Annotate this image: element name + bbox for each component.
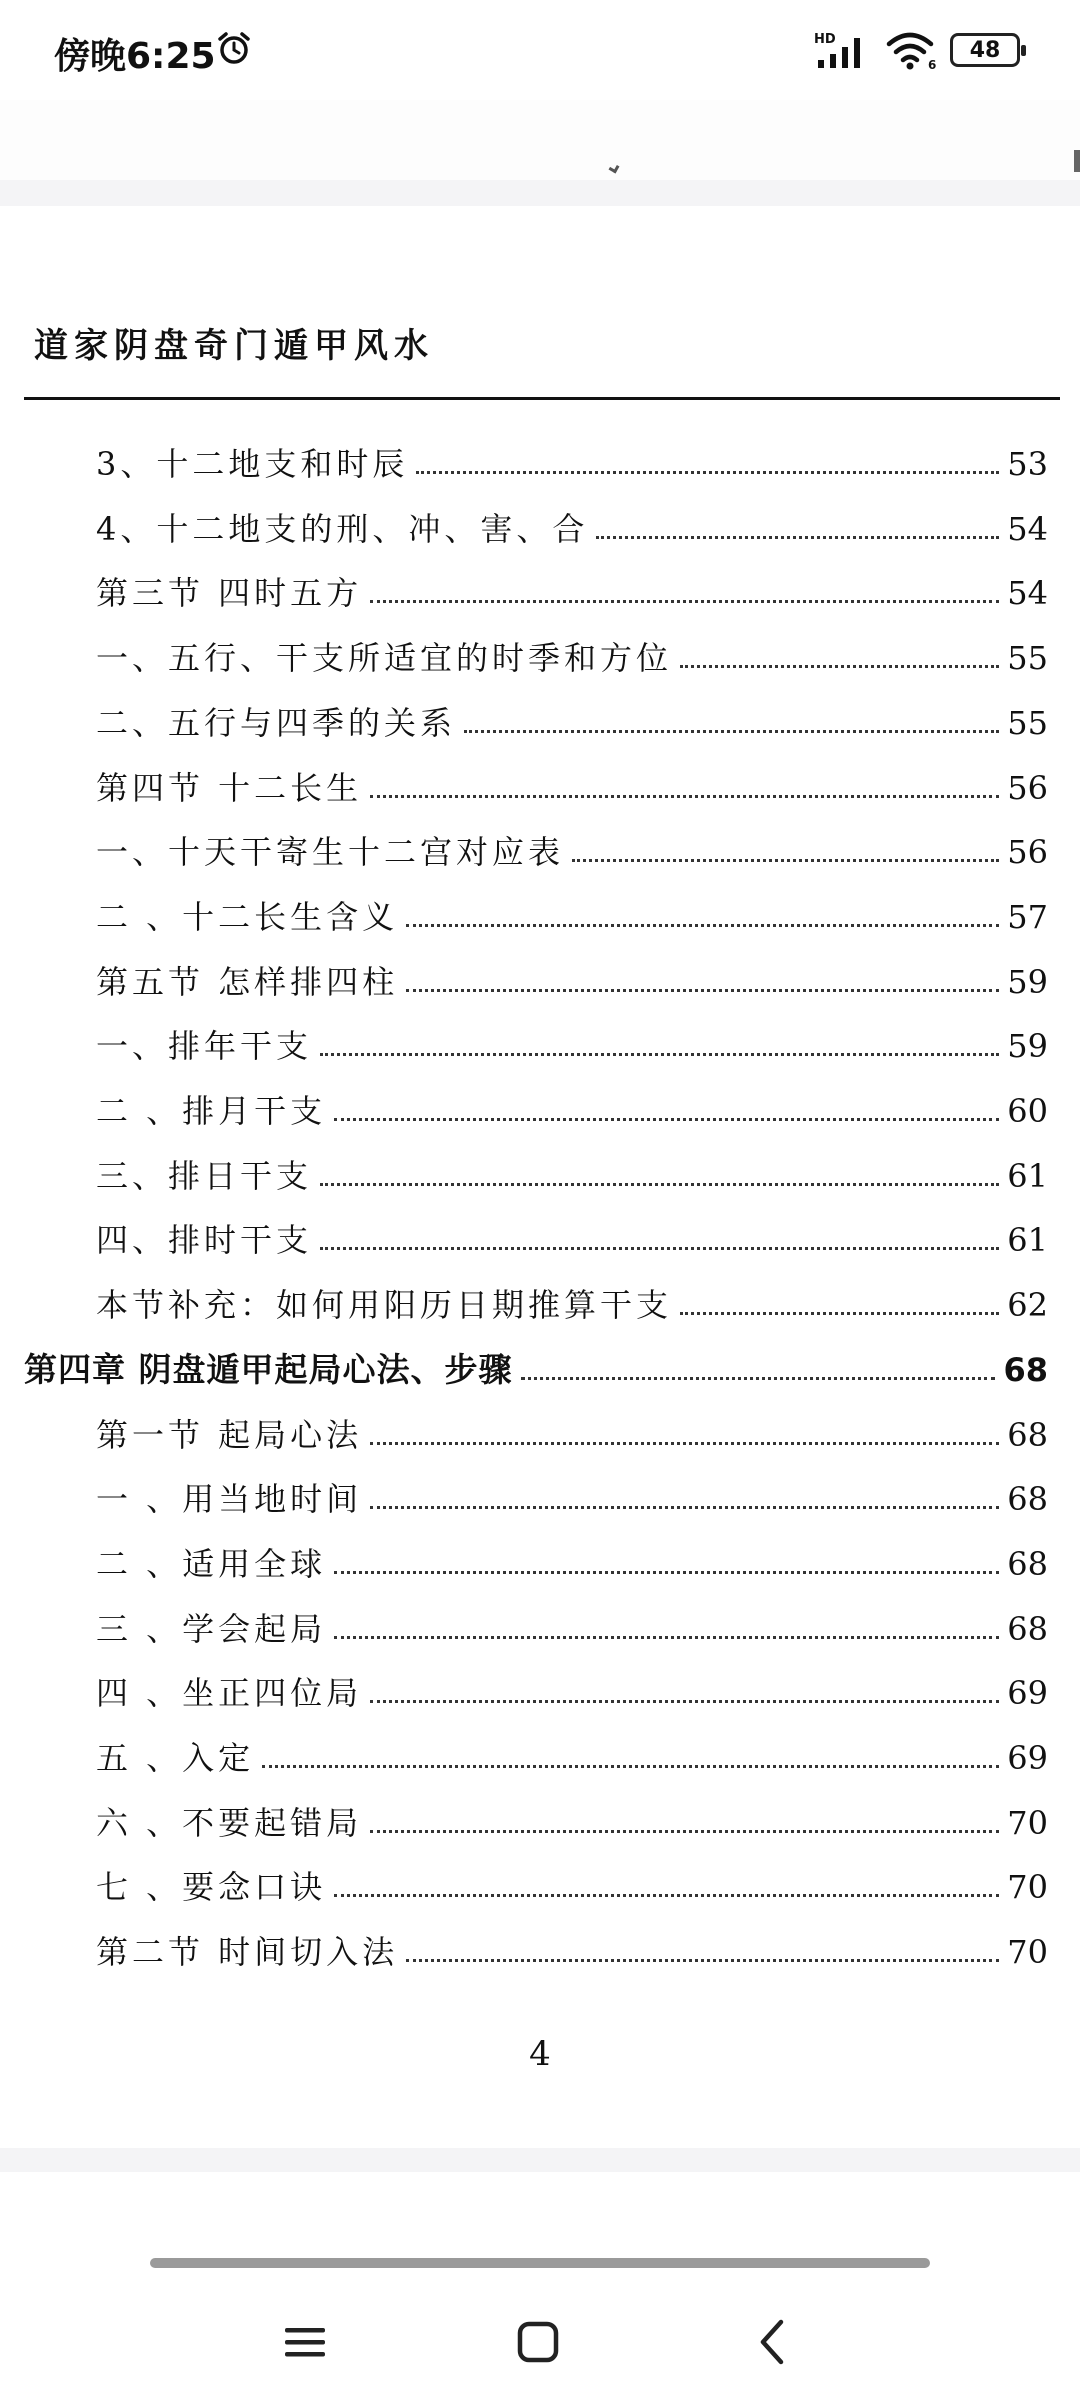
battery-icon [950,33,1020,67]
toc-entry[interactable] [96,756,1048,808]
toc-dot-leader [334,1117,999,1121]
menu-icon [283,2322,327,2362]
toc-entry-title: 七 、要念口诀 [96,1868,327,1906]
svg-text:6: 6 [928,58,936,70]
previous-page-fragment [609,163,620,174]
toc-entry[interactable] [96,1079,1048,1131]
page-number: 4 [529,2034,551,2074]
toc-entry-title: 三 、学会起局 [96,1610,327,1648]
toc-entry-title: 一、十天干寄生十二宫对应表 [96,833,565,871]
toc-entry-title: 二、五行与四季的关系 [96,704,457,742]
next-page-edge [0,2172,1080,2272]
toc-entry[interactable] [96,1661,1048,1713]
toc-chapter-entry[interactable] [24,1338,1048,1390]
toc-entry[interactable] [96,1014,1048,1066]
home-button[interactable] [488,2292,588,2392]
toc-entry-title: 本节补充：如何用阳历日期推算干支 [96,1286,673,1324]
toc-entry-title: 第四节 十二长生 [96,769,363,807]
toc-entry-title: 五 、入定 [96,1739,255,1777]
toc-entry-title: 二 、十二长生含义 [96,898,399,936]
toc-entry-title: 四 、坐正四位局 [96,1674,363,1712]
network-type-label: HD [814,32,836,47]
wifi-icon [886,30,936,70]
toc-entry-page: 59 [1007,963,1048,1001]
toc-entry[interactable] [96,1403,1048,1455]
toc-entry-title: 一、排年干支 [96,1027,313,1065]
toc-dot-leader [370,1829,999,1833]
toc-entry-title: 四、排时干支 [96,1221,313,1259]
toc-entry-page: 55 [1007,704,1048,742]
toc-entry-page: 60 [1007,1092,1048,1130]
toc-entry-title: 六 、不要起错局 [96,1804,363,1842]
toc-entry-title: 第四章 阴盘遁甲起局心法、步骤 [24,1350,513,1389]
toc-entry-title: 二 、适用全球 [96,1545,327,1583]
toc-entry[interactable] [96,497,1048,549]
toc-entry[interactable] [96,1144,1048,1196]
status-time: 傍晚6:25 [54,36,216,77]
toc-entry[interactable] [96,626,1048,678]
toc-entry[interactable] [96,432,1048,484]
toc-entry-page: 59 [1007,1027,1048,1065]
toc-dot-leader [320,1182,999,1186]
toc-entry-title: 4、十二地支的刑、冲、害、合 [96,510,589,548]
document-page [0,206,1080,2148]
toc-dot-leader [334,1570,999,1574]
toc-entry-page: 57 [1007,898,1048,936]
toc-dot-leader [370,794,999,798]
toc-entry-title: 3、十二地支和时辰 [96,445,409,483]
toc-dot-leader [334,1635,999,1639]
back-icon [753,2318,793,2366]
toc-entry[interactable] [96,1532,1048,1584]
toc-dot-leader [370,1505,999,1509]
toc-entry-page: 68 [1007,1610,1048,1648]
menu-button[interactable] [255,2292,355,2392]
toc-entry-page: 55 [1007,639,1048,677]
status-bar [0,0,1080,100]
toc-entry[interactable] [96,820,1048,872]
toc-dot-leader [596,535,999,539]
battery-level: 48 [969,37,1001,63]
toc-entry[interactable] [96,1920,1048,1972]
toc-dot-leader [521,1376,996,1380]
toc-entry[interactable] [96,1208,1048,1260]
toc-entry[interactable] [96,1597,1048,1649]
toc-entry-title: 第一节 起局心法 [96,1416,363,1454]
toc-entry-page: 69 [1007,1739,1048,1777]
home-icon [516,2320,560,2364]
toc-entry[interactable] [96,1467,1048,1519]
toc-entry[interactable] [96,1726,1048,1778]
toc-entry-page: 69 [1007,1674,1048,1712]
toc-entry-page: 61 [1007,1157,1048,1195]
signal-hd-icon [814,30,872,70]
toc-entry-page: 56 [1007,833,1048,871]
header-rule [24,397,1060,400]
toc-dot-leader [406,923,999,927]
running-header: 道家阴盘奇门遁甲风水 [34,326,434,366]
horizontal-scrollbar[interactable] [150,2258,930,2268]
toc-entry-page: 62 [1007,1286,1048,1324]
previous-page-edge [0,100,1080,180]
toc-dot-leader [406,1958,999,1962]
toc-dot-leader [416,470,999,474]
toc-entry[interactable] [96,691,1048,743]
toc-entry-title: 第三节 四时五方 [96,574,363,612]
toc-entry-page: 70 [1007,1804,1048,1842]
toc-entry-page: 56 [1007,769,1048,807]
toc-entry-title: 一 、用当地时间 [96,1480,363,1518]
toc-dot-leader [406,988,999,992]
toc-dot-leader [370,1441,999,1445]
toc-entry[interactable] [96,950,1048,1002]
toc-dot-leader [680,1311,999,1315]
toc-entry[interactable] [96,1791,1048,1843]
toc-entry-title: 三、排日干支 [96,1157,313,1195]
toc-entry-page: 68 [1007,1545,1048,1583]
toc-entry-page: 70 [1007,1868,1048,1906]
status-icons [814,30,1020,70]
vertical-scroll-indicator[interactable] [1074,150,1080,172]
toc-dot-leader [572,858,999,862]
toc-dot-leader [464,729,999,733]
toc-entry[interactable] [96,561,1048,613]
toc-dot-leader [370,1699,999,1703]
toc-entry-page: 54 [1007,510,1048,548]
toc-dot-leader [320,1052,999,1056]
toc-entry[interactable] [96,885,1048,937]
toc-entry-page: 61 [1007,1221,1048,1259]
navigation-bar [0,2272,1080,2400]
toc-dot-leader [320,1246,999,1250]
alarm-clock-icon [216,30,252,66]
toc-dot-leader [262,1764,999,1768]
toc-entry-title: 一、五行、干支所适宜的时季和方位 [96,639,673,677]
toc-entry-title: 第五节 怎样排四柱 [96,963,399,1001]
toc-entry-page: 70 [1007,1933,1048,1971]
toc-dot-leader [680,664,999,668]
toc-entry-title: 二 、排月干支 [96,1092,327,1130]
toc-dot-leader [334,1893,999,1897]
toc-entry-page: 53 [1007,445,1048,483]
toc-entry-page: 68 [1007,1416,1048,1454]
toc-entry-title: 第二节 时间切入法 [96,1933,399,1971]
toc-entry-page: 54 [1007,574,1048,612]
toc-dot-leader [370,599,999,603]
toc-entry[interactable] [96,1273,1048,1325]
toc-entry-page: 68 [1003,1351,1048,1389]
toc-entry-page: 68 [1007,1480,1048,1518]
back-button[interactable] [723,2292,823,2392]
toc-entry[interactable] [96,1855,1048,1907]
